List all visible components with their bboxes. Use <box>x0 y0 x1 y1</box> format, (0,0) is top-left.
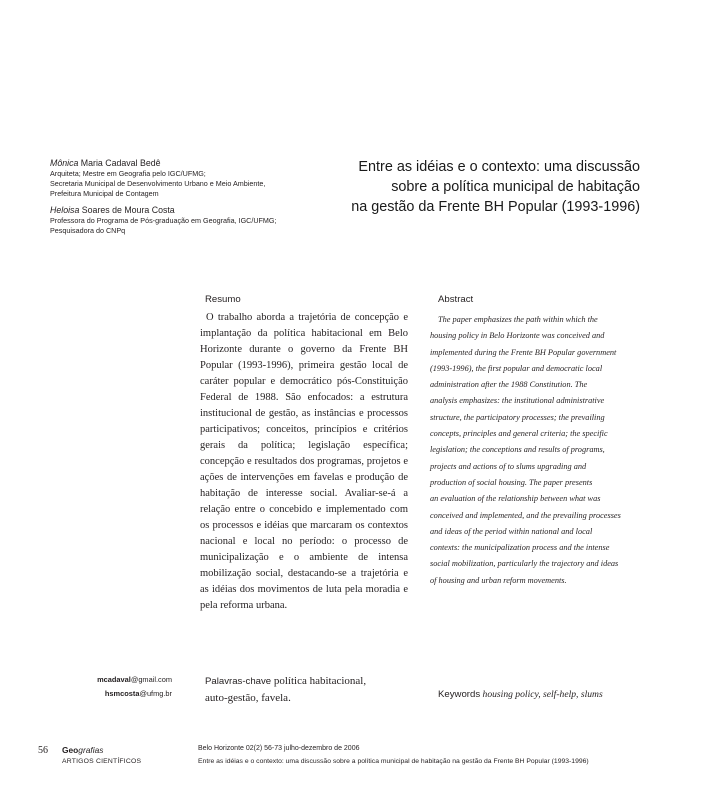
abstract-line: contexts: the municipalization process and the intense <box>430 543 610 553</box>
abstract-line: conceived and implemented, and the prevailing processes <box>430 510 621 520</box>
section-label: ARTIGOS CIENTÍFICOS <box>62 758 142 765</box>
keywords-en-label: Keywords <box>438 689 481 700</box>
abstract-line: administration after the 1988 Constitution. The <box>430 380 588 390</box>
article-title <box>340 157 640 217</box>
authors-block <box>50 158 350 236</box>
resumo-text: O trabalho aborda a trajetória de concepção e implantação da política habitacional em Belo Horizonte durante o governo da Frente BH Popular (1993-1996), primeira gestão local de caráter popular e democrático pós-Constituição Federal de 1988. São enfocados: a estrutura institucional de gestão, as instâncias e processos participativos; conceitos, princípios e critérios gerais da política; legislação específica; concepção e resultados dos programas, projetos e ações de intervenções em favelas e produção de habitação de interesse social. Avaliar-se-á a relação entre o concebido e implementado com os processos e idéias que marcaram os contextos nacional e local no período: o processo de municipalização e o ambiente de intensa mobilização social, destacando-se a trajetória e as idéias dos movimentos de luta pela moradia e pela reforma urbana. <box>200 312 408 611</box>
title-line: na gestão da Frente BH Popular (1993-1996) <box>351 199 640 215</box>
abstract-line: concepts, principles and general criteria; the specific <box>430 429 608 439</box>
abstract-line: (1993-1996), the first popular and democratic local <box>430 363 603 373</box>
author-affiliation: Arquiteta; Mestre em Geografia pelo IGC/UFMG; <box>50 169 206 178</box>
keywords-en <box>438 689 603 700</box>
abstract-line: analysis emphasizes: the institutional administrative <box>430 396 605 406</box>
keywords-en-value: housing policy, self-help, slums <box>480 689 603 700</box>
author-name: Heloisa Soares de Moura Costa <box>50 204 175 215</box>
author-email[interactable]: mcadaval@gmail.com <box>97 675 172 684</box>
author-affiliation: Professora do Programa de Pós-graduação em Geografia, IGC/UFMG; <box>50 215 277 225</box>
resumo-heading: Resumo <box>205 294 241 305</box>
keywords-pt-label: Palavras-chave <box>205 676 272 687</box>
page-number: 56 <box>38 745 48 756</box>
abstract-line: housing policy in Belo Horizonte was conceived and <box>430 331 605 341</box>
author-name: Mônica Maria Cadaval Bedê <box>50 158 161 168</box>
abstract-line: production of social housing. The paper presents <box>430 477 593 487</box>
abstract-line: projects and actions of to slums upgrading and <box>430 461 587 471</box>
author-affiliation: Prefeitura Municipal de Contagem <box>50 189 159 199</box>
abstract-line: and ideas of the period within national and local <box>430 526 593 536</box>
title-line: Entre as idéias e o contexto: uma discussão <box>358 159 640 175</box>
abstract-text <box>430 312 640 589</box>
title-line: sobre a política municipal de habitação <box>391 179 640 195</box>
abstract-line: legislation; the conceptions and results of programs, <box>430 445 605 455</box>
author-email[interactable]: hsmcosta@ufmg.br <box>104 689 172 698</box>
author-affiliation: Pesquisadora do CNPq <box>50 225 126 235</box>
abstract-line: social mobilization, particularly the trajectory and ideas <box>430 559 619 569</box>
issue-info: Belo Horizonte 02(2) 56-73 julho-dezembro de 2006 <box>198 745 360 752</box>
author-affiliation: Secretaria Municipal de Desenvolvimento Urbano e Meio Ambiente, <box>50 179 266 189</box>
running-title: Entre as idéias e o contexto: uma discussão sobre a política municipal de habitação na gestão da Frente BH Popular (1993-1996) <box>198 758 589 765</box>
journal-name: Geografias <box>62 745 104 755</box>
abstract-line: structure, the participatory processes; the prevailing <box>430 412 605 422</box>
abstract-heading: Abstract <box>438 294 474 305</box>
keywords-pt <box>205 673 380 706</box>
keywords-pt-value: política habitacional, <box>271 675 367 687</box>
abstract-line: The paper emphasizes the path within which the <box>438 315 598 324</box>
abstract-line: implemented during the Frente BH Popular government <box>430 347 617 357</box>
abstract-line: an evaluation of the relationship between what was <box>430 494 601 504</box>
abstract-line: of housing and urban reform movements. <box>430 575 567 585</box>
keywords-pt-value: auto-gestão, favela. <box>205 692 291 704</box>
